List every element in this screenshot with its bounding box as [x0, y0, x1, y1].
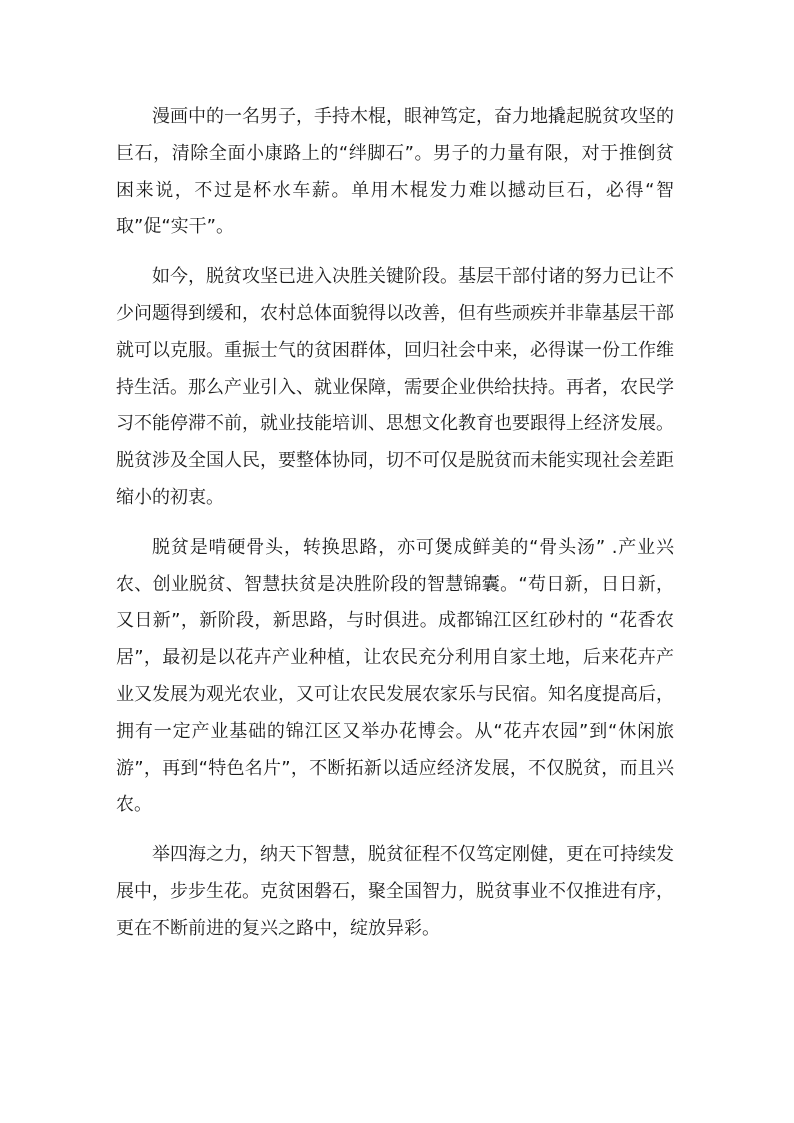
paragraph-4: 举四海之力，纳天下智慧，脱贫征程不仅笃定刚健，更在可持续发展中，步步生花。克贫困磐石，聚全国智力，脱贫事业不仅推进有序，更在不断前进的复兴之路中，绽放异彩。: [116, 844, 674, 939]
paragraph-2: 如今，脱贫攻坚已进入决胜关键阶段。基层干部付诸的努力已让不少问题得到缓和，农村总体面貌得以改善，但有些顽疾并非靠基层干部就可以克服。重振士气的贫困群体，回归社会中来，必得谋一份工作维持生活。那么产业引入、就业保障，需要企业供给扶持。再者，农民学习不能停滞不前，就业技能培训、思想文化教育也要跟得上经济发展。脱贫涉及全国人民，要整体协同，切不可仅是脱贫而未能实现社会差距缩小的初衷。: [116, 266, 674, 508]
document-body: [116, 99, 674, 961]
paragraph-1: 漫画中的一名男子，手持木棍，眼神笃定，奋力地撬起脱贫攻坚的巨石，清除全面小康路上的“绊脚石”。男子的力量有限，对于推倒贫困来说，不过是杯水车薪。单用木棍发力难以撼动巨石，必得“智取”促“实干”。: [116, 106, 674, 238]
paragraph-3: 脱贫是啃硬骨头，转换思路，亦可煲成鲜美的“骨头汤” .产业兴农、创业脱贫、智慧扶贫是决胜阶段的智慧锦囊。“苟日新，日日新，又日新”，新阶段，新思路，与时俱进。成都锦江区红砂村的 “花香农居”，最初是以花卉产业种植，让农民充分利用自家土地，后来花卉产业又发展为观光农业，又可让农民发展农家乐与民宿。知名度提高后，拥有一定产业基础的锦江区又举办花博会。从“花卉农园”到“休闲旅游”，再到“特色名片”，不断拓新以适应经济发展，不仅脱贫，而且兴农。: [116, 536, 674, 816]
